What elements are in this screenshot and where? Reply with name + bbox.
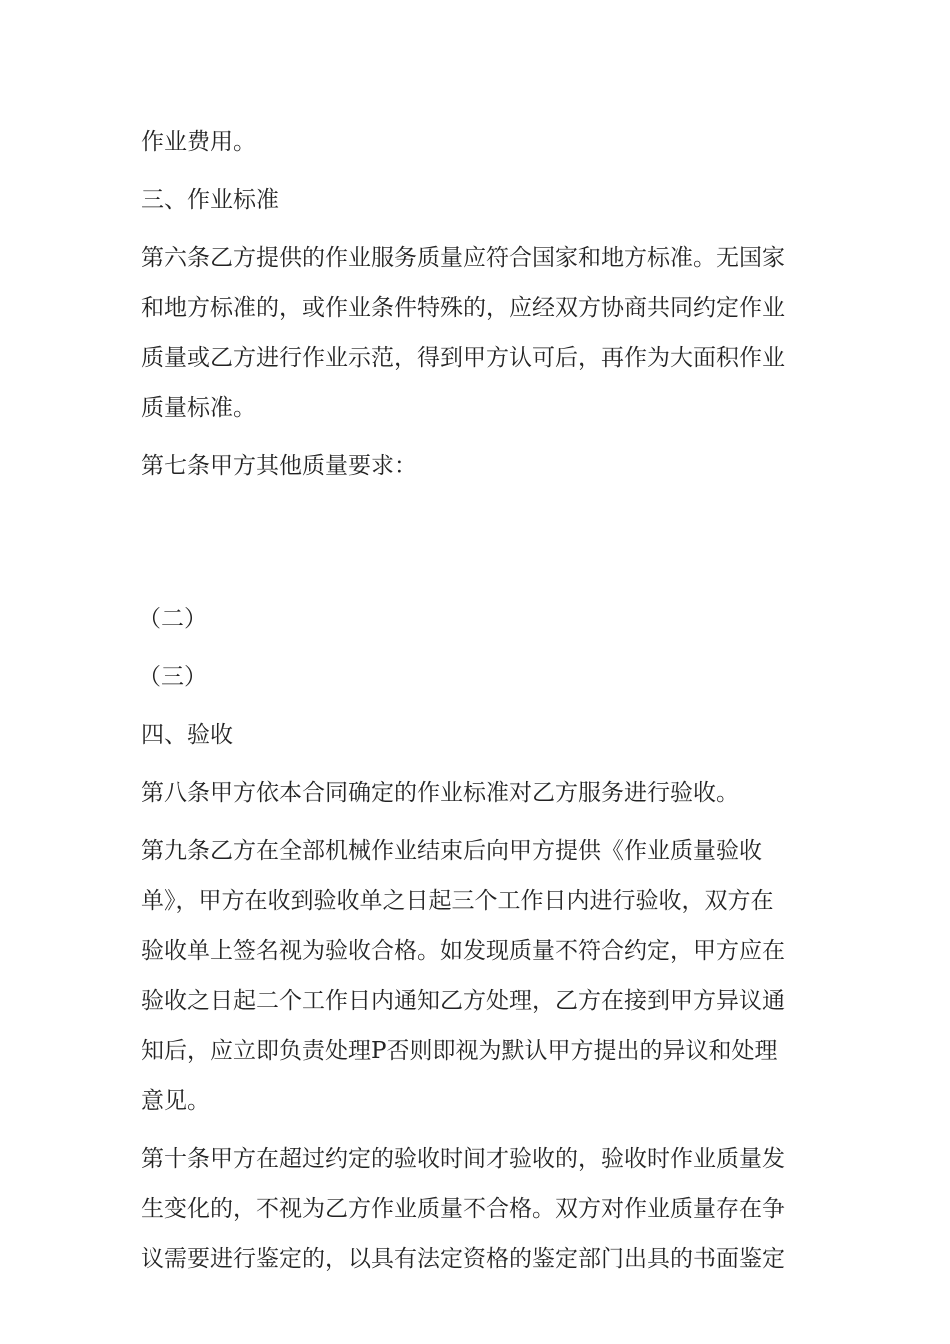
text-line: 第十条甲方在超过约定的验收时间才验收的，验收时作业质量发 — [141, 1146, 785, 1172]
article-7 — [141, 441, 821, 491]
text-line: 三、作业标准 — [141, 187, 279, 213]
blank-space — [141, 499, 821, 594]
paragraph-fee-end — [141, 117, 821, 167]
sub-item-3 — [138, 652, 821, 702]
section-heading-acceptance — [141, 710, 821, 760]
text-line: 议需要进行鉴定的，以具有法定资格的鉴定部门出具的书面鉴定 — [141, 1246, 785, 1272]
text-line: 验收之日起二个工作日内通知乙方处理，乙方在接到甲方异议通 — [141, 988, 785, 1014]
text-line: 单》，甲方在收到验收单之日起三个工作日内进行验收，双方在 — [141, 888, 774, 914]
text-line: 验收单上签名视为验收合格。如发现质量不符合约定，甲方应在 — [141, 938, 785, 964]
document-body — [138, 117, 821, 1292]
text-line: 第八条甲方依本合同确定的作业标准对乙方服务进行验收。 — [141, 780, 739, 806]
text-line: 意见。 — [141, 1088, 210, 1114]
section-heading-standard — [141, 175, 821, 225]
text-line: 知后，应立即负责处理P否则即视为默认甲方提出的异议和处理 — [141, 1038, 778, 1064]
text-line: 质量标准。 — [141, 395, 256, 421]
text-line: 作业费用。 — [141, 129, 256, 155]
sub-item-2 — [138, 594, 821, 644]
text-line: 第七条甲方其他质量要求： — [141, 453, 417, 479]
text-line: 第九条乙方在全部机械作业结束后向甲方提供《作业质量验收 — [141, 838, 762, 864]
article-6 — [141, 233, 821, 433]
text-line: （二） — [138, 606, 207, 632]
text-line: （三） — [138, 664, 207, 690]
text-line: 第六条乙方提供的作业服务质量应符合国家和地方标准。无国家 — [141, 245, 785, 271]
article-9 — [141, 826, 821, 1126]
text-line: 和地方标准的，或作业条件特殊的，应经双方协商共同约定作业 — [141, 295, 785, 321]
text-line: 生变化的，不视为乙方作业质量不合格。双方对作业质量存在争 — [141, 1196, 785, 1222]
text-line: 质量或乙方进行作业示范，得到甲方认可后，再作为大面积作业 — [141, 345, 785, 371]
text-line: 四、验收 — [141, 722, 233, 748]
article-8 — [141, 768, 821, 818]
article-10 — [141, 1134, 821, 1284]
